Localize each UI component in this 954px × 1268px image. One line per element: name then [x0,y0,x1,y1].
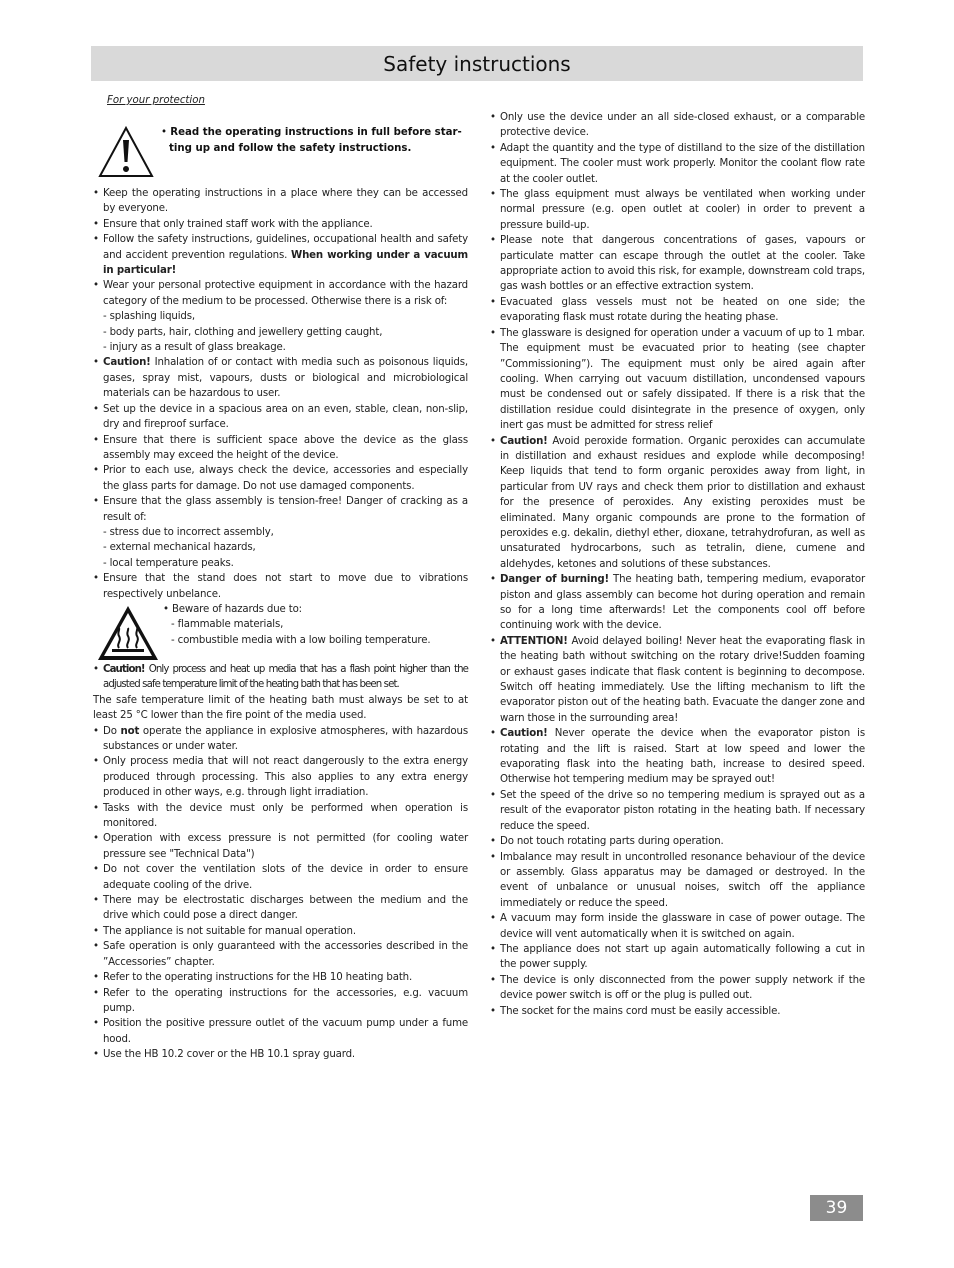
warning-line: • Read the operating instructions in full before star- [161,127,462,138]
title-bar [91,46,863,81]
sub-item: - injury as a result of glass breakage. [103,342,286,354]
list-item: • Refer to the operating instructions for the accessories, e.g. vacuum pump. [93,986,468,1017]
list-item: • Operation with excess pressure is not permitted (for cooling water pressure see "Technical Data") [93,831,468,862]
page-number: 39 [810,1195,863,1221]
list-item: • Prior to each use, always check the device, accessories and especially the glass parts for damage. Do not use damaged components. [93,463,468,494]
sub-item: - body parts, hair, clothing and jewellery getting caught, [103,326,383,338]
list-item: • Set the speed of the drive so no tempering medium is sprayed out as a result of the evaporator piston rotating in the heating bath. If necessary reduce the speed. [490,788,865,834]
list-item: • There may be electrostatic discharges between the medium and the drive which could pose a direct danger. [93,893,468,924]
list-item: • Ensure that there is sufficient space above the device as the glass assembly may exceed the height of the device. [93,433,468,464]
right-column [490,110,865,1019]
list-item: • Caution! Never operate the device when the evaporator piston is rotating and the lift is raised. Start at low speed and lower the evaporating flask into the heating bath, increase to desired speed. Otherwise hot tempering medium may be sprayed out! [490,726,865,788]
hot-line: - flammable materials, [171,619,284,631]
list-item: • Refer to the operating instructions for the HB 10 heating bath. [93,970,468,985]
list-item: • Wear your personal protective equipment in accordance with the hazard category of the medium to be processed. Otherwise there is a risk of: [93,278,468,309]
list-item: • Ensure that the glass assembly is tension-free! Danger of cracking as a result of: [93,494,468,525]
list-item: • Caution! Only process and heat up media that has a flash point higher than the adjusted safe temperature limit of the heating bath that has been set. [93,662,468,693]
list-item: • Do not cover the ventilation slots of the device in order to ensure adequate cooling of the drive. [93,862,468,893]
hot-line: - combustible media with a low boiling temperature. [171,634,431,646]
list-item: • Tasks with the device must only be performed when operation is monitored. [93,801,468,832]
list-item: • The appliance does not start up again automatically following a cut in the power supply. [490,942,865,973]
warning-line: ting up and follow the safety instructions. [169,143,412,154]
list-item: • Please note that dangerous concentrations of gases, vapours or particulate matter can escape through the outlet at the cooler. Take appropriate action to avoid this risk, for example, downstream cold traps, gas wash bottles or an effective extraction system. [490,233,865,295]
list-item: • Danger of burning! The heating bath, tempering medium, evaporator piston and glass assembly can become hot during operation and remain so for a long time afterwards! Let the components cool off before continuing work with the device. [490,572,865,634]
list-item: • The glassware is designed for operation under a vacuum of up to 1 mbar. The equipment must be evacuated prior to heating (see chapter ”Commissioning”). The equipment must only be aired again after cooling. When carrying out vacuum distillation, uncondensed vapours must be condensed out or safely dissipated. If there is a risk that the distillation residue could disintegrate in the presence of oxygen, only inert gas must be admitted for stress relief [490,326,865,434]
list-item: • Position the positive pressure outlet of the vacuum pump under a fume hood. [93,1016,468,1047]
list-item: • ATTENTION! Avoid delayed boiling! Never heat the evaporating flask in the heating bath without switching on the rotary drive!Sudden foaming or exhaust gases indicate that flask content is beginning to decompose. Switch off heating immediately. Use the lifting mechanism to lift the evaporator piston out of the heating bath. Evacuate the danger zone and warn those in the surrounding area! [490,634,865,726]
left-column [93,186,468,1063]
hot-surface-text [163,602,430,648]
paragraph: The safe temperature limit of the heating bath must always be set to at least 25 °C lower than the fire point of the media used. [93,694,468,722]
list-item: • The device is only disconnected from the power supply network if the device power switch is off or the plug is pulled out. [490,973,865,1004]
list-item: • Set up the device in a spacious area on an even, stable, clean, non-slip, dry and fireproof surface. [93,402,468,433]
list-item: • Adapt the quantity and the type of distilland to the size of the distillation equipment. The cooler must work properly. Monitor the coolant flow rate at the cooler outlet. [490,141,865,187]
warning-block [93,125,468,183]
list-item: • Caution! Inhalation of or contact with media such as poisonous liquids, gases, spray mist, vapours, dusts or biological and microbiological materials can be hazardous to user. [93,355,468,401]
sub-item: - external mechanical hazards, [103,542,256,554]
sub-item: - stress due to incorrect assembly, [103,526,274,538]
list-item: • Imbalance may result in uncontrolled resonance behaviour of the device or assembly. Glass apparatus may be damaged or destroyed. In the event of unbalance or unusual noises, switch off the appliance immediately or reduce the speed. [490,850,865,912]
page-title: Safety instructions [383,51,571,76]
section-label: For your protection [107,95,205,106]
list-item: • The appliance is not suitable for manual operation. [93,924,468,939]
hot-surface-icon [96,604,160,662]
warning-text [161,125,468,157]
sub-item: - splashing liquids, [103,311,195,323]
list-item: • Keep the operating instructions in a place where they can be accessed by everyone. [93,186,468,217]
list-item: • Safe operation is only guaranteed with the accessories described in the ”Accessories” chapter. [93,939,468,970]
list-item: • Evacuated glass vessels must not be heated on one side; the evaporating flask must rotate during the heating phase. [490,295,865,326]
hot-line: • Beware of hazards due to: [163,603,302,615]
list-item: • Follow the safety instructions, guidelines, occupational health and safety and accident prevention regulations. When working under a vacuum in particular! [93,232,468,278]
list-item: • Ensure that only trained staff work with the appliance. [93,217,468,232]
list-item: • Use the HB 10.2 cover or the HB 10.1 spray guard. [93,1047,468,1062]
list-item: • Only use the device under an all side-closed exhaust, or a comparable protective device. [490,110,865,141]
list-item: • A vacuum may form inside the glassware in case of power outage. The device will vent automatically when it is switched on again. [490,911,865,942]
list-item: • Caution! Avoid peroxide formation. Organic peroxides can accumulate in distillation and exhaust residues and explode while decomposing! Keep liquids that tend to form organic peroxides away from light, in particular from UV rays and check them prior to distillation and exhaust for the presence of peroxides. Any existing peroxides must be eliminated. Many organic compounds are prone to the formation of peroxides e.g. dekalin, diethyl ether, dioxane, tetrahydrofuran, as well as unsaturated hydrocarbons, such as tetralin, diene, cumene and aldehydes, ketones and solutions of these substances. [490,434,865,573]
list-item: • Do not operate the appliance in explosive atmospheres, with hazardous substances or under water. [93,724,468,755]
sub-item: - local temperature peaks. [103,557,234,569]
list-item: • The glass equipment must always be ventilated when working under normal pressure (e.g. open outlet at cooler) in order to prevent a pressure build-up. [490,187,865,233]
hot-surface-warning [93,602,468,662]
list-item: • The socket for the mains cord must be easily accessible. [490,1004,865,1019]
list-item: • Ensure that the stand does not start to move due to vibrations respectively unbelance. [93,571,468,602]
warning-triangle-icon [98,125,154,179]
list-item: • Only process media that will not react dangerously to the extra energy produced through processing. This also applies to any extra energy produced in other ways, e.g. through light irradiation. [93,754,468,800]
list-item: • Do not touch rotating parts during operation. [490,834,865,849]
